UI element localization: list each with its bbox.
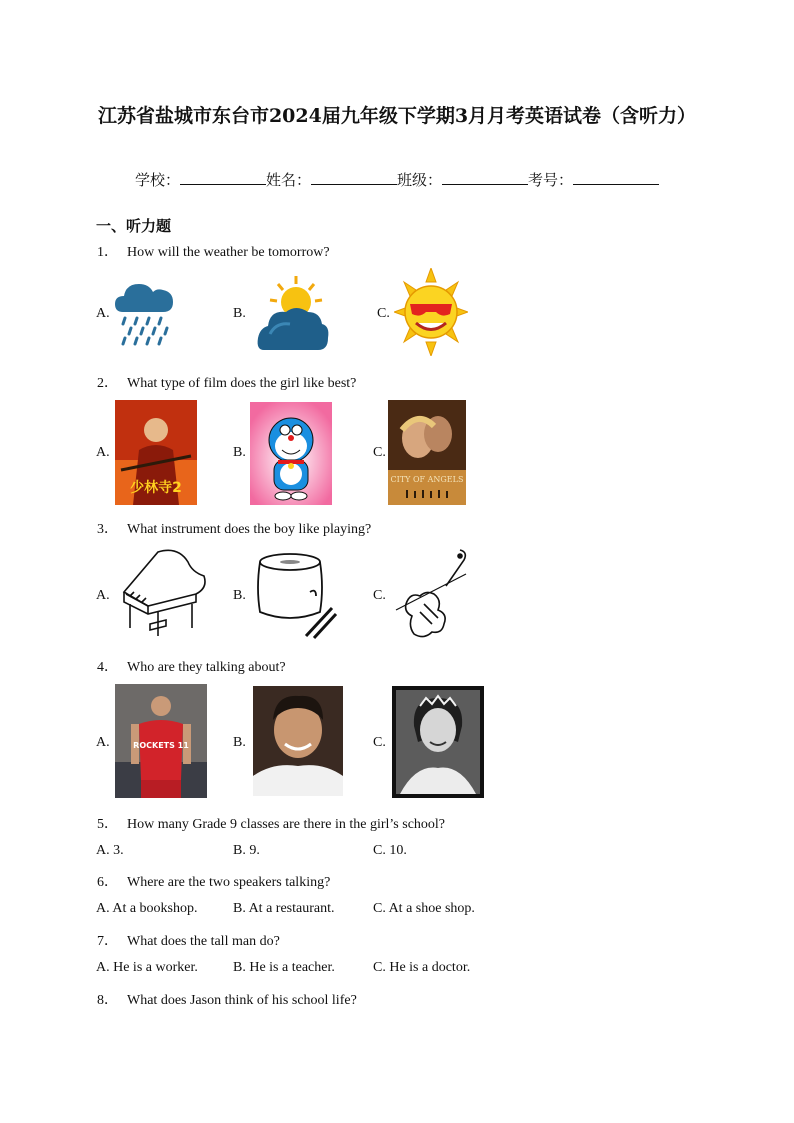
question-text: What instrument does the boy like playing? <box>127 522 372 537</box>
question-text: Where are the two speakers talking? <box>127 875 331 890</box>
option-c[interactable]: C. 10. <box>373 843 407 858</box>
question-number: 3． <box>97 522 118 537</box>
option-label[interactable]: A. <box>96 735 110 750</box>
option-label[interactable]: C. <box>373 735 386 750</box>
rain-cloud-icon[interactable] <box>113 278 175 350</box>
cartoon-robot-cat-image[interactable] <box>250 402 332 505</box>
class-blank[interactable] <box>442 172 528 185</box>
basketball-player-photo[interactable] <box>115 684 207 798</box>
option-a[interactable]: A. At a bookshop. <box>96 901 198 916</box>
question-3 <box>97 518 371 538</box>
question-number: 5． <box>97 817 118 832</box>
name-blank[interactable] <box>311 172 397 185</box>
option-label[interactable]: C. <box>377 306 390 321</box>
school-blank[interactable] <box>180 172 266 185</box>
question-2 <box>97 372 356 392</box>
question-1 <box>97 241 330 261</box>
option-b[interactable]: B. 9. <box>233 843 260 858</box>
smiling-man-photo[interactable] <box>253 686 343 796</box>
question-text: What does Jason think of his school life? <box>127 993 357 1008</box>
option-a[interactable]: A. 3. <box>96 843 124 858</box>
question-number: 7． <box>97 934 118 949</box>
question-text: What type of film does the girl like best? <box>127 376 357 391</box>
drum-with-sticks-icon[interactable] <box>256 552 338 642</box>
option-c[interactable]: C. He is a doctor. <box>373 960 471 975</box>
option-label[interactable]: B. <box>233 306 246 321</box>
question-6 <box>97 871 330 891</box>
question-text: How will the weather be tomorrow? <box>127 245 330 260</box>
option-c[interactable]: C. At a shoe shop. <box>373 901 475 916</box>
question-number: 1． <box>97 245 118 260</box>
sun-behind-cloud-icon[interactable] <box>256 274 330 352</box>
violin-icon[interactable] <box>394 546 470 642</box>
question-number: 8． <box>97 993 118 1008</box>
jersey-text: ROCKETS 11 <box>133 741 189 750</box>
option-label[interactable]: B. <box>233 445 246 460</box>
kung-fu-movie-poster[interactable] <box>115 400 197 505</box>
name-label: 姓名： <box>265 171 311 189</box>
question-text: How many Grade 9 classes are there in the girl’s school? <box>127 817 446 832</box>
poster-text: CITY OF ANGELS <box>390 475 464 484</box>
question-8 <box>97 989 357 1009</box>
option-label[interactable]: C. <box>373 445 386 460</box>
exam-title: 江苏省盐城市东台市2024届九年级下学期3月月考英语试卷（含听力） <box>97 105 697 127</box>
question-number: 4． <box>97 660 118 675</box>
class-label: 班级： <box>397 171 443 189</box>
question-number: 2． <box>97 376 118 391</box>
option-b[interactable]: B. He is a teacher. <box>233 960 335 975</box>
option-a[interactable]: A. He is a worker. <box>96 960 198 975</box>
exam-number-blank[interactable] <box>573 172 659 185</box>
school-label: 学校： <box>134 171 180 189</box>
question-7 <box>97 930 280 950</box>
question-4 <box>97 656 286 676</box>
romance-movie-poster[interactable] <box>388 400 466 505</box>
exam-number-label: 考号： <box>528 171 574 189</box>
question-text: Who are they talking about? <box>127 660 286 675</box>
sunny-sun-with-sunglasses-icon[interactable] <box>394 268 468 356</box>
woman-with-tiara-photo[interactable] <box>392 686 484 798</box>
section-heading: 一、听力题 <box>96 217 172 235</box>
student-info-line <box>0 169 794 190</box>
option-label[interactable]: A. <box>96 445 110 460</box>
option-label[interactable]: C. <box>373 588 386 603</box>
option-label[interactable]: B. <box>233 588 246 603</box>
grand-piano-icon[interactable] <box>118 548 208 638</box>
option-b[interactable]: B. At a restaurant. <box>233 901 335 916</box>
option-label[interactable]: B. <box>233 735 246 750</box>
option-label[interactable]: A. <box>96 588 110 603</box>
question-5 <box>97 813 445 833</box>
option-label[interactable]: A. <box>96 306 110 321</box>
poster-text: 少林寺2 <box>130 480 182 496</box>
question-text: What does the tall man do? <box>127 934 280 949</box>
question-number: 6． <box>97 875 118 890</box>
